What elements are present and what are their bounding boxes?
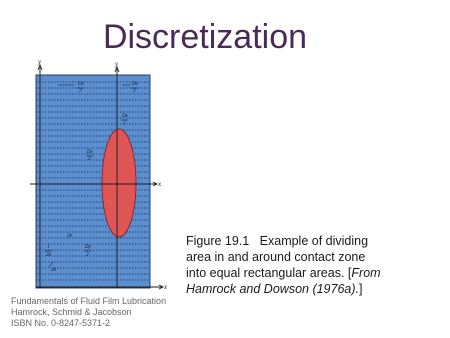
- annotation-dx-top-left-den: 2: [79, 89, 82, 94]
- annotation-2b-y: 2b: [67, 234, 72, 239]
- slide-title: Discretization: [102, 18, 308, 56]
- caption-source-italic: From Hamrock and Dowson (1976a).: [186, 266, 381, 296]
- figure-caption: [186, 233, 386, 297]
- footer-line-3: ISBN No. 0-8247-5371-2: [11, 318, 111, 328]
- annotation-dx-top-right: Dx: [132, 82, 138, 87]
- caption-source-close: ]: [359, 282, 363, 296]
- contact-zone: [102, 129, 136, 237]
- annotation-dx-mid-top: Dx: [122, 114, 128, 119]
- annotation-one-2b-den: 2b: [46, 253, 51, 258]
- caption-source-open: [: [347, 266, 352, 280]
- annotation-dx-mid-top-den: 2: [123, 121, 126, 126]
- footer-citation: [11, 296, 166, 329]
- annotation-dx-top-left: Dx: [78, 82, 84, 87]
- caption-text: Example of dividing area in and around contact zone into equal rectangular areas.: [186, 234, 369, 280]
- x-axis-label-mid: x: [158, 180, 162, 188]
- y-axis-label-inner: y: [115, 60, 119, 68]
- footer-line-1: Fundamentals of Fluid Film Lubrication: [11, 296, 167, 306]
- y-axis-label-outer: y: [38, 58, 42, 66]
- discretization-figure: [22, 55, 172, 295]
- caption-figure-label: Figure 19.1: [186, 234, 250, 248]
- annotation-one-2b: 1: [47, 245, 50, 250]
- x-axis-label-bottom: x: [164, 283, 168, 291]
- annotation-dy-mid: Dy: [87, 150, 93, 155]
- annotation-dx-top-right-den: 2: [133, 89, 136, 94]
- annotation-dy-lower-den: 2: [86, 253, 89, 258]
- annotation-dy-lower: Dy: [85, 245, 91, 250]
- footer-line-2: Hamrock, Schmid & Jacobson: [11, 307, 132, 317]
- annotation-2b-bottom: 2b: [51, 268, 56, 273]
- annotation-dy-mid-den: 2: [88, 157, 91, 162]
